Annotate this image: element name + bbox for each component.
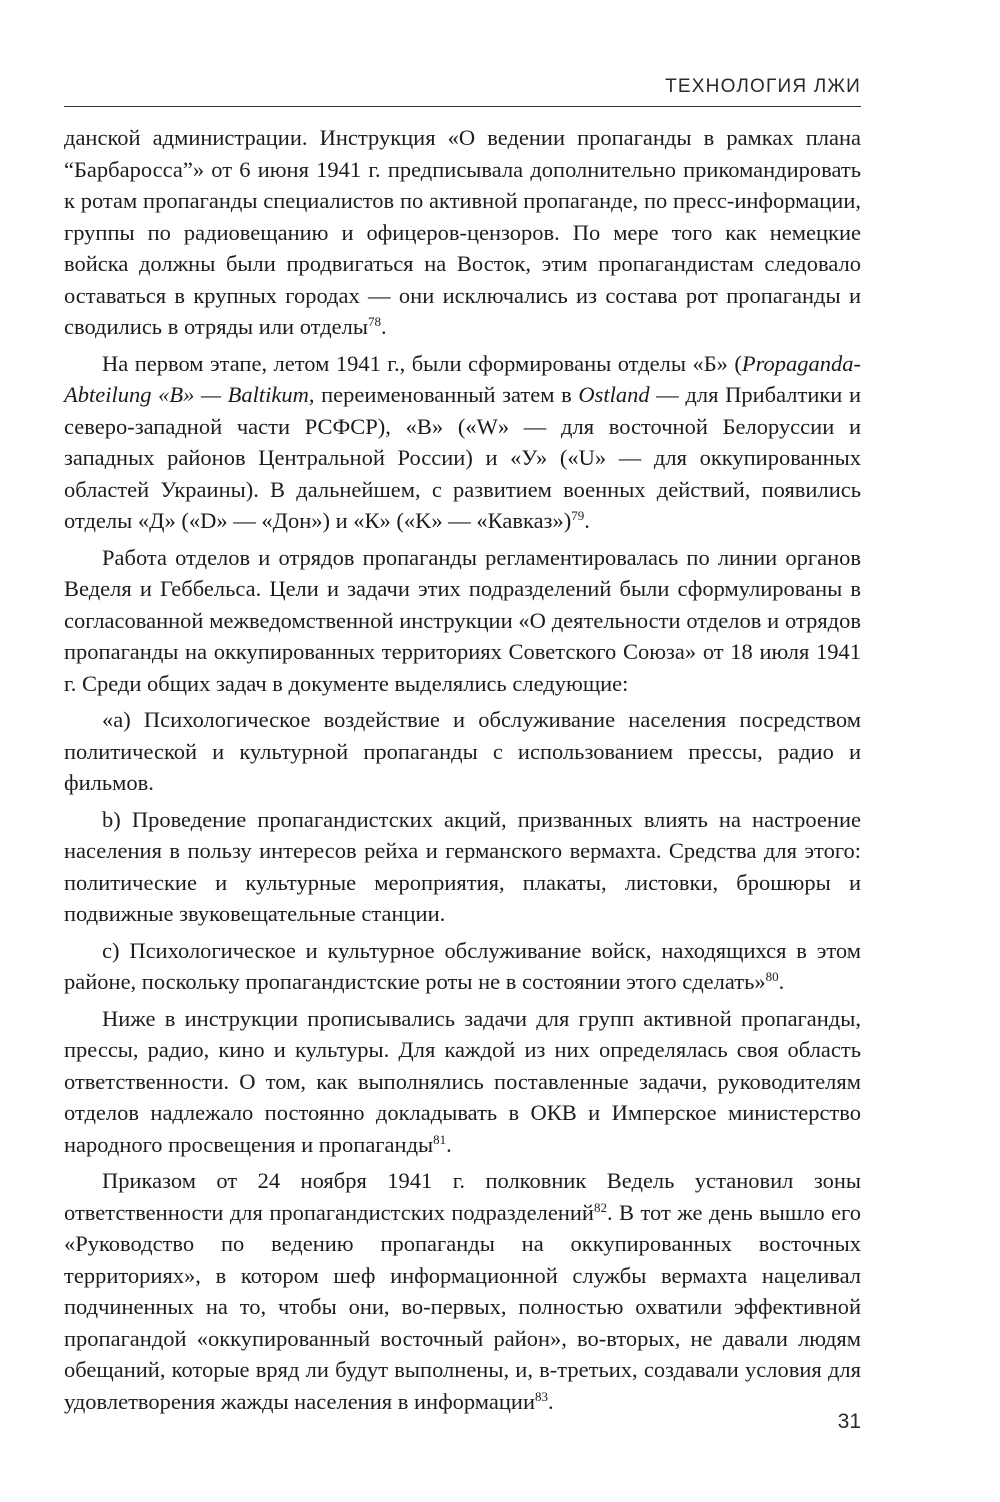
paragraph-quote-b: b) Проведение пропагандистских акций, призванных влиять на настроение населения в пользу интересов рейха и германского вермахта. Средства для этого: политические и культурные мероприятия, плакаты, листовки, брошюры и подвижные звуковещательные станции. bbox=[64, 806, 861, 926]
footnote-ref-83: 83 bbox=[535, 1388, 548, 1404]
paragraph-2-end: . bbox=[584, 508, 590, 533]
paragraph-7 bbox=[64, 1003, 861, 1161]
paragraph-8 bbox=[64, 1165, 861, 1417]
paragraph-quote-c bbox=[64, 935, 861, 998]
paragraph-quote-c-text: c) Психологическое и культурное обслуживание войск, находящихся в этом районе, поскольку пропагандистские роты не в состоянии этого сделать» bbox=[64, 937, 861, 994]
footnote-ref-79: 79 bbox=[571, 508, 585, 523]
paragraph-1-end: . bbox=[381, 314, 387, 339]
paragraph-quote-c-end: . bbox=[778, 969, 785, 994]
paragraph-8-text-b: . В тот же день вышло его «Руководство по ведению пропаганды на оккупированных восточных территориях», в котором шеф информационной службы вермахта нацеливал подчиненных на то, чтобы они, во-первых, полностью охватили эффективной пропагандой «оккупированный восточный район», во-вторых, не давали людям обещаний, которые вряд ли будут выполнены, и, в-третьих, создавали условия для удовлетворения жажды населения в информации bbox=[64, 1199, 861, 1414]
footnote-ref-81: 81 bbox=[433, 1131, 447, 1147]
paragraph-1-text: данской администрации. Инструкция «О ведении пропаганды в рамках плана “Барбаросса”» от 6 июня 1941 г. предписывала дополнительно прикомандировать к ротам пропаганды специалистов по активной пропаганде, по пресс-информации, группы по радиовещанию и офицеров-цензоров. По мере того как немецкие войска должны были продвигаться на Восток, этим пропагандистам следовало оставаться в крупных городах — они исключались из состава рот пропаганды и сводились в отряды или отделы bbox=[64, 125, 861, 339]
paragraph-2-italic-name: Propaganda-Abteilung «B» — Baltikum bbox=[64, 350, 861, 407]
paragraph-1 bbox=[64, 122, 861, 343]
paragraph-8-text-a: Приказом от 24 ноября 1941 г. полковник Ведель установил зоны ответственности для пропагандистских подразделений bbox=[64, 1168, 861, 1225]
body-text bbox=[64, 122, 861, 1417]
paragraph-8-end: . bbox=[548, 1388, 554, 1414]
paragraph-2-text-a: На первом этапе, летом 1941 г., были сформированы отделы «Б» ( bbox=[102, 350, 742, 376]
paragraph-3: Работа отделов и отрядов пропаганды регламентировалась по линии органов Веделя и Геббельса. Цели и задачи этих подразделений были сформулированы в согласованной межведомственной инструкции «О деятельности отделов и отрядов пропаганды на оккупированных территориях Советского Союза» от 18 июля 1941 г. Среди общих задач в документе выделялись следующие: bbox=[64, 544, 861, 696]
paragraph-2 bbox=[64, 348, 861, 537]
paragraph-2-text-b: , переименованный затем в bbox=[308, 382, 579, 407]
footnote-ref-78: 78 bbox=[368, 314, 381, 329]
running-head: ТЕХНОЛОГИЯ ЛЖИ bbox=[665, 76, 861, 97]
footnote-ref-80: 80 bbox=[765, 969, 779, 984]
paragraph-7-text: Ниже в инструкции прописывались задачи для групп активной пропаганды, прессы, радио, кино и культуры. Для каждой из них определялась своя область ответственности. О том, как выполнялись поставленные задачи, руководителям отделов надлежало постоянно докладывать в ОКВ и Имперское министерство народного просвещения и пропаганды bbox=[64, 1005, 861, 1157]
header-rule bbox=[64, 106, 861, 107]
paragraph-2-italic-ostland: Ostland bbox=[578, 382, 650, 407]
page-number: 31 bbox=[837, 1410, 861, 1433]
paragraph-2-text-c: — для Прибалтики и северо-западной части РСФСР), «В» («W» — для восточной Белоруссии и западных районов Центральной России) и «У» («U» — для оккупированных областей Украины). В дальнейшем, с развитием военных действий, появились отделы «Д» («D» — «Дон») и «К» («K» — «Кавказ») bbox=[64, 382, 862, 533]
paragraph-7-end: . bbox=[446, 1131, 452, 1157]
footnote-ref-82: 82 bbox=[593, 1199, 607, 1215]
paragraph-quote-a: «а) Психологическое воздействие и обслуживание населения посредством политической и культурной пропаганды с использованием прессы, радио и фильмов. bbox=[64, 707, 861, 795]
